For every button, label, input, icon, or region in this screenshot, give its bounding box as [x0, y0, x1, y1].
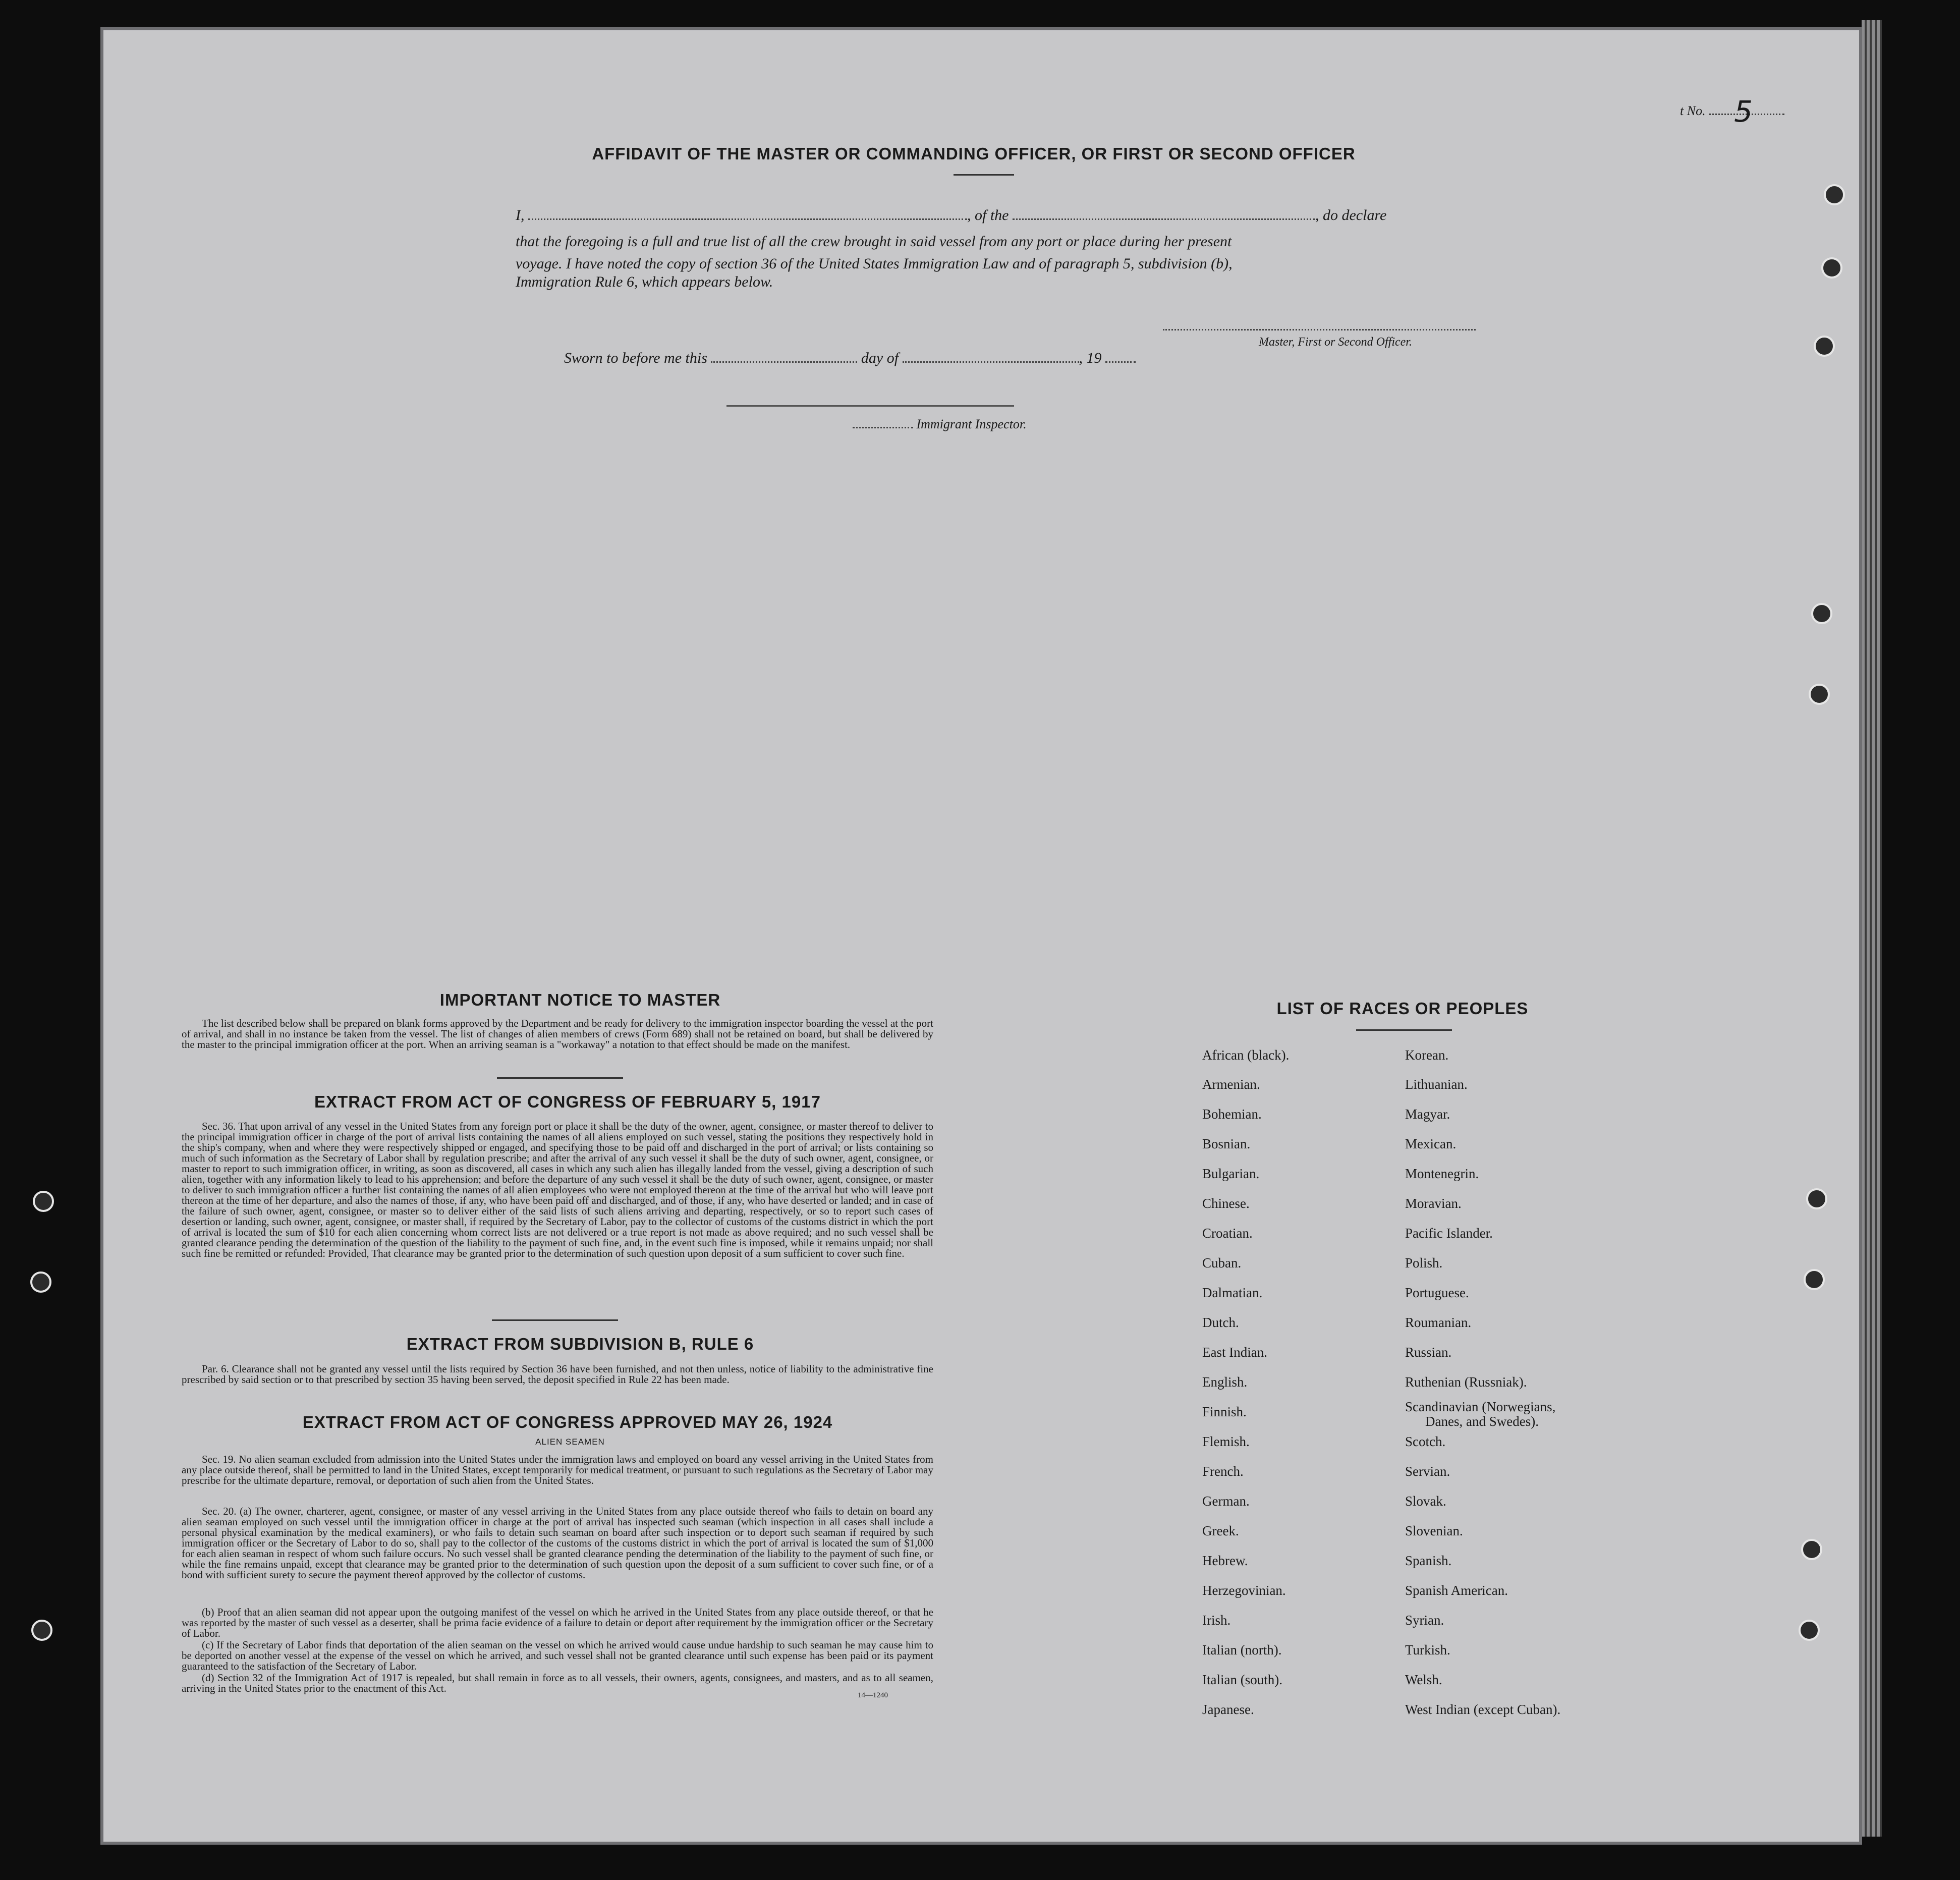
race-item: Bosnian.	[1202, 1136, 1251, 1151]
race-item: German.	[1202, 1494, 1250, 1509]
race-item: Dalmatian.	[1202, 1285, 1263, 1300]
extract-rule6-title: EXTRACT FROM SUBDIVISION B, RULE 6	[406, 1335, 754, 1353]
race-item: Dutch.	[1202, 1315, 1239, 1330]
binder-hole	[1821, 257, 1842, 279]
list-number-field	[1709, 94, 1784, 129]
race-item: Italian (north).	[1202, 1642, 1282, 1657]
race-item: Italian (south).	[1202, 1672, 1282, 1687]
binder-hole	[1814, 336, 1835, 357]
race-item: Magyar.	[1405, 1107, 1450, 1122]
notice-rule	[497, 1077, 623, 1079]
race-item: Slovak.	[1405, 1494, 1446, 1509]
binder-hole	[1799, 1620, 1820, 1641]
race-item: Lithuanian.	[1405, 1077, 1468, 1092]
declarant-label: I,	[516, 207, 525, 224]
binder-hole	[1804, 1269, 1825, 1290]
race-item: Spanish.	[1405, 1553, 1452, 1568]
extract-rule6-body: Par. 6. Clearance shall not be granted any vessel until the lists required by Section 36 have been furnished, and not then unless, notice of liability to the administrative fine prescribed by said section or to that prescribed by section 35 having been served, the deposit specified in Rule 22 has been made.	[182, 1363, 933, 1386]
list-number-label: t No.	[1680, 103, 1706, 118]
extract-1924-sec20b: (b) Proof that an alien seaman did not appear upon the outgoing manifest of the vessel on which he arrived in the United States from any place outside thereof, or that he was reported by the master of such vessel as a deserter, shall be prima facie evidence of a failure to detain or deport after requirement by the immigration officer or the Secretary of Labor.	[182, 1606, 933, 1639]
race-item: Scotch.	[1405, 1434, 1446, 1449]
alien-seamen-subtitle: ALIEN SEAMEN	[535, 1437, 605, 1447]
binder-hole	[1801, 1539, 1822, 1560]
extract-1924-sec19: Sec. 19. No alien seaman excluded from admission into the United States under the immigration laws and employed on board any vessel arriving in the United States from any place outside thereof, shall be permitted to land in the United States, except temporarily for medical treatment, or pursuant to such regulations as the Secretary of Labor may prescribe for the ultimate departure, removal, or deportation of such alien from the United States.	[182, 1453, 933, 1486]
page-stack-edge	[1862, 20, 1882, 1837]
affidavit-line2: that the foregoing is a full and true list of all the crew brought in said vessel from any port or place during her present	[516, 233, 1232, 250]
extract-1917-rule	[492, 1319, 618, 1321]
officer-signature-line	[1163, 329, 1476, 330]
binder-hole	[33, 1191, 54, 1212]
race-item: Bulgarian.	[1202, 1166, 1260, 1181]
race-item: Portuguese.	[1405, 1285, 1469, 1300]
races-title: LIST OF RACES OR PEOPLES	[1276, 999, 1529, 1018]
extract-1924-sec20c: (c) If the Secretary of Labor finds that deportation of the alien seaman on the vessel on which he arrived would cause undue hardship to such seaman he may cause him to be deported on another vessel at the expense of the vessel on which he arrived, and such vessel shall not be granted clearance until such expense has been paid or its payment guaranteed to the satisfaction of the Secretary of Labor.	[182, 1639, 933, 1672]
sworn-label: Sworn to before me this	[564, 350, 707, 366]
race-item: Russian.	[1405, 1345, 1452, 1360]
race-item-continued: Danes, and Swedes).	[1425, 1414, 1539, 1429]
race-item: Herzegovinian.	[1202, 1583, 1286, 1598]
notice-body: The list described below shall be prepared on blank forms approved by the Department and be ready for delivery to the immigration inspector boarding the vessel at the port of arrival, and shall in no instance be taken from the vessel. The list of changes of alien members of crews (Form 689) shall not be retained on board, but shall be delivered by the master to the principal immigration officer at the port. When an arriving seaman is a "workaway" a notation to that effect should be made on the manifest.	[182, 1017, 933, 1050]
binder-hole	[31, 1620, 52, 1641]
sworn-year-label: , 19	[1079, 350, 1102, 366]
list-number-value: 5	[1734, 94, 1753, 129]
race-item: Flemish.	[1202, 1434, 1250, 1449]
race-item: Armenian.	[1202, 1077, 1260, 1092]
extract-1917-title: EXTRACT FROM ACT OF CONGRESS OF FEBRUARY 5, 1917	[314, 1092, 821, 1111]
form-number: 14—1240	[858, 1691, 888, 1699]
binder-hole	[1811, 603, 1832, 624]
race-item: Croatian.	[1202, 1226, 1253, 1241]
affidavit-line3: voyage. I have noted the copy of section 36 of the United States Immigration Law and of paragraph 5, subdivision (b),	[516, 255, 1233, 272]
race-item: Pacific Islander.	[1405, 1226, 1493, 1241]
sworn-date-field	[711, 361, 857, 363]
sworn-day-label: day of	[861, 350, 899, 366]
binder-hole	[30, 1271, 51, 1293]
inspector-label	[853, 417, 1027, 432]
race-item: French.	[1202, 1464, 1244, 1479]
extract-1924-title: EXTRACT FROM ACT OF CONGRESS APPROVED MAY 26, 1924	[302, 1413, 833, 1431]
binder-hole	[1809, 684, 1830, 705]
race-item: Hebrew.	[1202, 1553, 1248, 1568]
sworn-month-field	[903, 361, 1079, 363]
inspector-signature-line	[726, 405, 1014, 407]
race-item: Moravian.	[1405, 1196, 1462, 1211]
race-item: Scandinavian (Norwegians,	[1405, 1399, 1556, 1414]
race-item: East Indian.	[1202, 1345, 1267, 1360]
inspector-label-text: Immigrant Inspector.	[916, 417, 1027, 431]
binder-hole	[1824, 184, 1845, 205]
extract-1924-sec20a: Sec. 20. (a) The owner, charterer, agent, consignee, or master of any vessel arriving in the United States from any place outside thereof who fails to detain on board any alien seaman employed on such vessel until the immigration officer in charge at the port of arrival has inspected such seaman (which inspection in all cases shall include a personal physical examination by the medical examiners), or who fails to detain such seaman on board after such inspection or to deport such seaman if required by such immigration officer or the Secretary of Labor to do so, shall pay to the collector of the customs of the customs district in which the port of arrival is located the sum of $1,000 for each alien seaman in respect of whom such failure occurs. No such vessel shall be granted clearance pending the determination of the liability to the payment of such fine, or while the fine remains unpaid, except that clearance may be granted prior to the determination of such question upon the deposit of a sum sufficient to cover such fine, or of a bond with sufficient surety to secure the payment thereof approved by the collector of customs.	[182, 1505, 933, 1581]
race-item: Polish.	[1405, 1255, 1443, 1270]
race-item: Greek.	[1202, 1523, 1239, 1538]
races-title-rule	[1356, 1029, 1452, 1031]
list-number	[1680, 94, 1784, 129]
race-item: Korean.	[1405, 1047, 1449, 1063]
race-item: English.	[1202, 1374, 1248, 1390]
race-item: Ruthenian (Russniak).	[1405, 1374, 1527, 1390]
race-item: West Indian (except Cuban).	[1405, 1702, 1561, 1717]
race-item: Syrian.	[1405, 1613, 1444, 1628]
declarant-field	[528, 218, 967, 220]
race-item: Cuban.	[1202, 1255, 1242, 1270]
affidavit-line1	[516, 207, 1484, 224]
race-item: Japanese.	[1202, 1702, 1254, 1717]
affidavit-title-rule	[954, 174, 1014, 176]
race-item: Slovenian.	[1405, 1523, 1463, 1538]
race-item: Irish.	[1202, 1613, 1231, 1628]
extract-1917-body: Sec. 36. That upon arrival of any vessel in the United States from any foreign port or place it shall be the duty of the owner, agent, consignee, or master thereof to deliver to the principal immigration officer in charge of the port of arrival lists containing the names of all aliens employed on such vessel, stating the positions they respectively hold in the ship's company, when and where they were respectively shipped or engaged, and specifying those to be paid off and discharged in the port of arrival; or lists containing so much of such information as the Secretary of Labor shall by regulation prescribe; and after the arrival of any such vessel it shall be the duty of such owner, agent, consignee, or master to report to such immigration officer, in writing, as soon as discovered, all cases in which any such alien has illegally landed from the vessel, giving a description of such alien, together with any information likely to lead to his apprehension; and before the departure of any such vessel it shall be the duty of such owner, agent, consignee, or master to deliver to such immigration officer a further list containing the names of all alien employees who were not employed thereon at the time of the arrival but who will leave port thereon at the time of her departure, and also the names of those, if any, who have been paid off and discharged, and of those, if any, who have deserted or landed; and in case of the failure of such owner, agent, consignee, or master so to deliver either of the said lists of such aliens arriving and departing, respectively, or so to report such cases of desertion or landing, such owner, agent, consignee, or master shall, if required by the Secretary of Labor, pay to the collector of customs of the customs district in which the port of arrival is located the sum of $10 for each alien concerning whom correct lists are not delivered or a true report is not made as above required; and no such vessel shall be granted clearance pending the determination of the question of the liability to the payment of such fine, and, in the event such fine is imposed, while it remains unpaid; nor shall such fine be remitted or refunded: Provided, That clearance may be granted prior to the determination of such question upon deposit of a sum sufficient to cover such fine.	[182, 1120, 933, 1259]
race-item: Montenegrin.	[1405, 1166, 1479, 1181]
race-item: Bohemian.	[1202, 1107, 1262, 1122]
affidavit-title: AFFIDAVIT OF THE MASTER OR COMMANDING OFFICER, OR FIRST OR SECOND OFFICER	[592, 144, 1356, 163]
race-item: African (black).	[1202, 1047, 1290, 1063]
race-item: Mexican.	[1405, 1136, 1457, 1151]
declare-label: , do declare	[1315, 207, 1387, 224]
sworn-line	[564, 350, 1136, 367]
officer-signature-label: Master, First or Second Officer.	[1259, 336, 1412, 349]
vessel-field	[1013, 218, 1315, 220]
affidavit-line4: Immigration Rule 6, which appears below.	[516, 273, 773, 290]
notice-title: IMPORTANT NOTICE TO MASTER	[439, 990, 721, 1009]
race-item: Spanish American.	[1405, 1583, 1508, 1598]
race-item: Servian.	[1405, 1464, 1450, 1479]
binder-hole	[1806, 1188, 1827, 1209]
race-item: Finnish.	[1202, 1404, 1247, 1419]
race-item: Roumanian.	[1405, 1315, 1472, 1330]
sworn-year-field	[1105, 361, 1136, 363]
race-item: Turkish.	[1405, 1642, 1450, 1657]
extract-1924-sec20d: (d) Section 32 of the Immigration Act of 1917 is repealed, but shall remain in force as to all vessels, their owners, agents, consignees, and masters, and as to all seamen, arriving in the United States prior to the enactment of this Act.	[182, 1672, 933, 1694]
race-item: Chinese.	[1202, 1196, 1250, 1211]
race-item: Welsh.	[1405, 1672, 1442, 1687]
vessel-of-label: , of the	[967, 207, 1009, 224]
